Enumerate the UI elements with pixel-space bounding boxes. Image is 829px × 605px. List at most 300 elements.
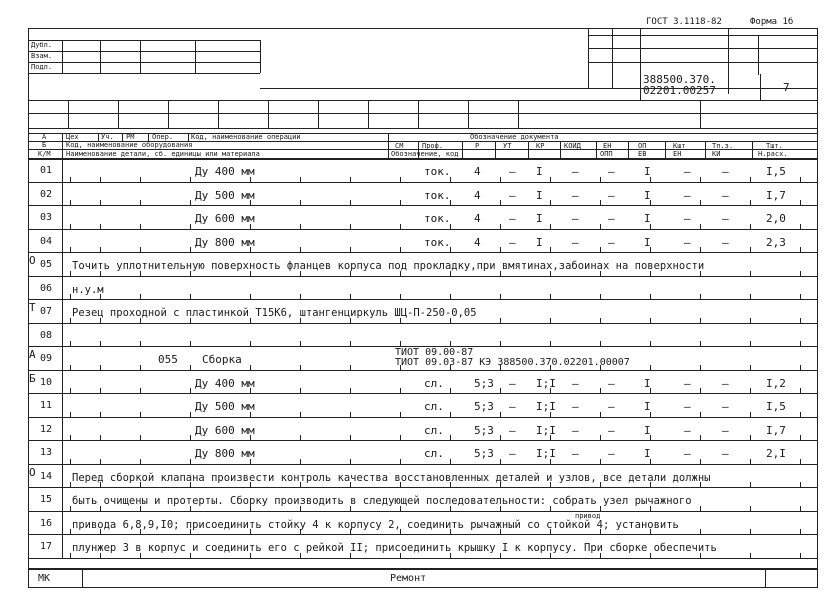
row-num-divider xyxy=(62,393,63,417)
cell-kr: I;I xyxy=(536,400,556,413)
cell-kst: – xyxy=(684,188,691,202)
cell-kst: – xyxy=(684,447,691,460)
cell-tpz: – xyxy=(722,376,729,390)
grid-tick xyxy=(600,435,601,440)
cell-kst: – xyxy=(684,165,691,178)
cell-op: I xyxy=(644,423,651,437)
cell-en: – xyxy=(608,235,615,249)
row-num-divider xyxy=(62,205,63,229)
grid-tick xyxy=(600,318,601,323)
grid-tick xyxy=(800,177,801,182)
prefix-km-label: К/М xyxy=(38,150,51,158)
grid-tick xyxy=(600,294,601,299)
grid-tick xyxy=(750,459,751,464)
grid-tick xyxy=(350,435,351,440)
cell-tsht: I,7 xyxy=(766,423,786,437)
grid-tick xyxy=(70,294,71,299)
row-prefix: Б xyxy=(29,371,36,385)
grid-tick xyxy=(70,506,71,511)
grid-tick xyxy=(750,529,751,534)
row-num-divider xyxy=(62,323,63,347)
grid-tick xyxy=(100,200,101,205)
grid-tick xyxy=(500,435,501,440)
grid-tick xyxy=(500,224,501,229)
cell-ut: – xyxy=(509,235,516,249)
grid-tick xyxy=(190,365,191,370)
grid-tick xyxy=(550,200,551,205)
grid-tick xyxy=(300,247,301,252)
operation-name: Сборка xyxy=(202,353,242,366)
cell-sm: сл. xyxy=(424,423,444,437)
row-number: 08 xyxy=(40,329,53,341)
col-opp: ОПП xyxy=(600,150,613,158)
doc-code-line-2: 02201.00257 xyxy=(643,84,716,97)
cell-en: – xyxy=(608,423,615,437)
cell-koid: – xyxy=(572,447,579,460)
grid-tick xyxy=(500,459,501,464)
grid-tick xyxy=(700,459,701,464)
grid-tick xyxy=(100,365,101,370)
cell-sm: ток. xyxy=(424,235,451,249)
grid-tick xyxy=(190,200,191,205)
cell-sm: ток. xyxy=(424,188,451,202)
grid-tick xyxy=(450,294,451,299)
cell-ut: – xyxy=(509,188,516,202)
grid-tick xyxy=(700,388,701,393)
cell-en: – xyxy=(608,188,615,202)
cell-ut: – xyxy=(509,165,516,178)
row-number: 05 xyxy=(40,259,53,270)
cell-ut: – xyxy=(509,423,516,437)
part-name: Ду 400 мм xyxy=(195,376,255,390)
grid-tick xyxy=(350,294,351,299)
grid-tick xyxy=(700,200,701,205)
grid-tick xyxy=(500,177,501,182)
col-equipment: Код, наименование оборудования xyxy=(66,141,193,149)
grid-tick xyxy=(800,529,801,534)
instruction-text: плунжер 3 в корпус и соединить его с рейкой II; присоединить крышку I к корпусу. При сборке обеспечить xyxy=(72,542,717,554)
grid-tick xyxy=(800,553,801,558)
grid-tick xyxy=(800,506,801,511)
grid-tick xyxy=(400,341,401,346)
grid-tick xyxy=(600,177,601,182)
row-divider xyxy=(28,182,818,183)
operation-number: 055 xyxy=(158,353,178,366)
footer-mk: МК xyxy=(38,573,51,584)
grid-tick xyxy=(140,294,141,299)
grid-tick xyxy=(800,200,801,205)
part-name: Ду 800 мм xyxy=(195,447,255,460)
grid-tick xyxy=(140,365,141,370)
grid-tick xyxy=(400,247,401,252)
grid-tick xyxy=(700,318,701,323)
grid-tick xyxy=(350,247,351,252)
grid-tick xyxy=(800,294,801,299)
grid-tick xyxy=(400,388,401,393)
cell-en: – xyxy=(608,165,615,178)
cell-en: – xyxy=(608,212,615,225)
col-uch: Уч. xyxy=(101,133,114,141)
row-divider xyxy=(28,205,818,206)
grid-tick xyxy=(700,365,701,370)
cell-sm: сл. xyxy=(424,400,444,413)
grid-tick xyxy=(300,459,301,464)
cell-op: I xyxy=(644,212,651,225)
cell-op: I xyxy=(644,165,651,178)
grid-tick xyxy=(250,365,251,370)
document-ref-2: ТИОТ 09.03-87 КЭ 388500.370.02201.00007 xyxy=(395,357,630,368)
grid-tick xyxy=(750,506,751,511)
row-number: 07 xyxy=(40,306,53,317)
row-number: 17 xyxy=(40,541,53,552)
grid-tick xyxy=(450,341,451,346)
grid-tick xyxy=(400,294,401,299)
cell-kr: I xyxy=(536,188,543,202)
part-name: Ду 500 мм xyxy=(195,188,255,202)
row-num-divider xyxy=(62,158,63,182)
grid-tick xyxy=(70,365,71,370)
col-oper-name: Код, наименование операции xyxy=(191,133,301,141)
row-num-divider xyxy=(62,276,63,300)
row-num-divider xyxy=(62,487,63,511)
grid-tick xyxy=(70,388,71,393)
row-num-divider xyxy=(62,229,63,253)
grid-tick xyxy=(300,224,301,229)
grid-tick xyxy=(100,435,101,440)
col-tsht: Тшт. xyxy=(766,142,783,150)
grid-tick xyxy=(300,294,301,299)
col-ceh: Цех xyxy=(66,133,79,141)
grid-tick xyxy=(100,341,101,346)
grid-tick xyxy=(70,529,71,534)
grid-tick xyxy=(600,200,601,205)
vzam-label: Взам. xyxy=(31,52,53,60)
col-nrash: Н.расх. xyxy=(758,150,788,158)
cell-r: 4 xyxy=(474,165,481,178)
row-divider xyxy=(28,511,818,512)
col-ev: ЕВ xyxy=(638,150,647,158)
cell-koid: – xyxy=(572,376,579,390)
grid-tick xyxy=(700,294,701,299)
cell-en: – xyxy=(608,447,615,460)
row-divider xyxy=(28,417,818,418)
grid-tick xyxy=(190,388,191,393)
grid-tick xyxy=(700,224,701,229)
row-divider xyxy=(28,252,818,253)
row-number: 04 xyxy=(40,235,53,247)
cell-tpz: – xyxy=(722,235,729,249)
cell-r: 4 xyxy=(474,235,481,249)
part-name: Ду 500 мм xyxy=(195,400,255,413)
cell-kr: I;I xyxy=(536,376,556,390)
row-number: 06 xyxy=(40,282,53,294)
row-number: 01 xyxy=(40,165,53,176)
grid-tick xyxy=(750,318,751,323)
grid-tick xyxy=(700,529,701,534)
row-num-divider xyxy=(62,464,63,488)
part-name: Ду 800 мм xyxy=(195,235,255,249)
row-divider xyxy=(28,393,818,394)
prefix-b-label: Б xyxy=(42,141,47,149)
grid-tick xyxy=(70,200,71,205)
cell-en: – xyxy=(608,400,615,413)
cell-koid: – xyxy=(572,400,579,413)
grid-tick xyxy=(70,224,71,229)
grid-tick xyxy=(750,177,751,182)
grid-tick xyxy=(190,435,191,440)
col-op: ОП xyxy=(638,142,647,150)
grid-tick xyxy=(190,412,191,417)
row-number: 13 xyxy=(40,447,53,458)
grid-tick xyxy=(400,200,401,205)
cell-koid: – xyxy=(572,235,579,249)
grid-tick xyxy=(100,224,101,229)
grid-tick xyxy=(190,459,191,464)
grid-tick xyxy=(800,318,801,323)
grid-tick xyxy=(70,247,71,252)
grid-tick xyxy=(100,459,101,464)
cell-ut: – xyxy=(509,400,516,413)
cell-tsht: 2,0 xyxy=(766,212,786,225)
cell-kst: – xyxy=(684,235,691,249)
grid-tick xyxy=(500,388,501,393)
part-name: Ду 600 мм xyxy=(195,423,255,437)
cell-kst: – xyxy=(684,376,691,390)
row-divider xyxy=(28,558,818,559)
row-prefix: А xyxy=(29,348,36,361)
row-num-divider xyxy=(62,252,63,276)
grid-tick xyxy=(750,294,751,299)
grid-tick xyxy=(600,412,601,417)
grid-tick xyxy=(400,459,401,464)
grid-tick xyxy=(500,200,501,205)
grid-tick xyxy=(550,318,551,323)
grid-tick xyxy=(70,318,71,323)
row-num-divider xyxy=(62,511,63,535)
cell-op: I xyxy=(644,376,651,390)
cell-kr: I xyxy=(536,165,543,178)
grid-tick xyxy=(600,224,601,229)
grid-tick xyxy=(350,200,351,205)
cell-sm: ток. xyxy=(424,212,451,225)
grid-tick xyxy=(800,435,801,440)
row-prefix: О xyxy=(29,465,36,479)
cell-koid: – xyxy=(572,212,579,225)
row-number: 14 xyxy=(40,470,53,482)
grid-tick xyxy=(70,177,71,182)
cell-en: – xyxy=(608,376,615,390)
col-tpz: Тп.з. xyxy=(712,142,734,150)
cell-tsht: I,7 xyxy=(766,188,786,202)
grid-tick xyxy=(300,435,301,440)
row-divider xyxy=(28,299,818,300)
grid-tick xyxy=(70,435,71,440)
grid-tick xyxy=(400,435,401,440)
grid-tick xyxy=(140,435,141,440)
part-name: Ду 400 мм xyxy=(195,165,255,178)
row-num-divider xyxy=(62,417,63,441)
grid-tick xyxy=(700,506,701,511)
row-number: 03 xyxy=(40,212,53,223)
cell-sm: сл. xyxy=(424,376,444,390)
cell-kr: I xyxy=(536,212,543,225)
part-name: Ду 600 мм xyxy=(195,212,255,225)
col-detail: Наименование детали, сб. единицы или материала xyxy=(66,150,260,158)
cell-tsht: I,5 xyxy=(766,165,786,178)
grid-tick xyxy=(100,412,101,417)
cell-op: I xyxy=(644,235,651,249)
row-num-divider xyxy=(62,370,63,394)
grid-tick xyxy=(140,224,141,229)
col-doc: Обозначение документа xyxy=(470,133,559,141)
cell-r: 5;3 xyxy=(474,400,494,413)
grid-tick xyxy=(70,412,71,417)
cell-r: 5;3 xyxy=(474,423,494,437)
grid-tick xyxy=(550,247,551,252)
row-prefix: О xyxy=(29,254,36,267)
grid-tick xyxy=(600,247,601,252)
grid-tick xyxy=(800,271,801,276)
col-sm: СМ xyxy=(395,142,404,150)
grid-tick xyxy=(750,341,751,346)
instruction-text: привода 6,8,9,I0; присоединить стойку 4 к корпусу 2, соединить рычажный со стойкой 4; установить xyxy=(72,518,679,531)
grid-tick xyxy=(800,388,801,393)
grid-tick xyxy=(450,388,451,393)
grid-tick xyxy=(500,412,501,417)
grid-tick xyxy=(700,435,701,440)
grid-tick xyxy=(190,177,191,182)
grid-tick xyxy=(600,388,601,393)
col-en: ЕН xyxy=(603,142,612,150)
grid-tick xyxy=(550,224,551,229)
cell-ut: – xyxy=(509,376,516,390)
cell-kst: – xyxy=(684,400,691,413)
grid-tick xyxy=(800,459,801,464)
cell-kr: I;I xyxy=(536,423,556,437)
col-ki: КИ xyxy=(712,150,721,158)
row-num-divider xyxy=(62,299,63,323)
grid-tick xyxy=(250,341,251,346)
grid-tick xyxy=(650,294,651,299)
col-koid: КОИД xyxy=(564,142,581,150)
grid-tick xyxy=(800,341,801,346)
grid-tick xyxy=(750,247,751,252)
cell-koid: – xyxy=(572,423,579,437)
cell-tsht: 2,I xyxy=(766,447,786,460)
grid-tick xyxy=(190,294,191,299)
row-prefix: Т xyxy=(29,301,36,314)
row-number: 15 xyxy=(40,494,53,505)
cell-tsht: I,2 xyxy=(766,376,786,390)
cell-ut: – xyxy=(509,212,516,225)
grid-tick xyxy=(100,177,101,182)
grid-tick xyxy=(750,553,751,558)
footer-title: Ремонт xyxy=(390,573,427,584)
cell-tpz: – xyxy=(722,212,729,225)
row-divider xyxy=(28,487,818,488)
cell-kst: – xyxy=(684,423,691,437)
grid-tick xyxy=(400,177,401,182)
grid-tick xyxy=(550,341,551,346)
grid-tick xyxy=(190,341,191,346)
prefix-a-label: А xyxy=(42,133,47,141)
row-num-divider xyxy=(62,534,63,558)
cell-kst: – xyxy=(684,212,691,225)
cell-koid: – xyxy=(572,165,579,178)
row-divider xyxy=(28,323,818,324)
grid-tick xyxy=(400,224,401,229)
row-num-divider xyxy=(62,440,63,464)
cell-op: I xyxy=(644,400,651,413)
grid-tick xyxy=(140,388,141,393)
grid-tick xyxy=(600,341,601,346)
grid-tick xyxy=(650,365,651,370)
row-number: 02 xyxy=(40,188,53,200)
col-oper: Опер. xyxy=(152,133,174,141)
grid-tick xyxy=(750,365,751,370)
grid-tick xyxy=(70,459,71,464)
grid-tick xyxy=(70,271,71,276)
cell-tsht: I,5 xyxy=(766,400,786,413)
col-kr: КР xyxy=(536,142,545,150)
grid-tick xyxy=(450,435,451,440)
grid-tick xyxy=(750,482,751,487)
grid-tick xyxy=(300,200,301,205)
grid-tick xyxy=(100,247,101,252)
grid-tick xyxy=(750,200,751,205)
grid-tick xyxy=(550,294,551,299)
form-label: Форма 1б xyxy=(750,17,794,27)
row-divider xyxy=(28,370,818,371)
grid-tick xyxy=(350,177,351,182)
grid-tick xyxy=(350,412,351,417)
sheet-number: 7 xyxy=(783,81,790,94)
grid-tick xyxy=(500,294,501,299)
grid-tick xyxy=(450,412,451,417)
cell-r: 4 xyxy=(474,188,481,202)
grid-tick xyxy=(500,247,501,252)
grid-tick xyxy=(140,459,141,464)
cell-ut: – xyxy=(509,447,516,460)
row-num-divider xyxy=(62,182,63,206)
grid-tick xyxy=(190,224,191,229)
row-divider xyxy=(28,534,818,535)
col-r: Р xyxy=(475,142,480,150)
grid-tick xyxy=(700,247,701,252)
cell-r: 5;3 xyxy=(474,376,494,390)
grid-tick xyxy=(800,247,801,252)
grid-tick xyxy=(300,412,301,417)
row-number: 16 xyxy=(40,517,53,529)
grid-tick xyxy=(100,388,101,393)
grid-tick xyxy=(750,435,751,440)
grid-tick xyxy=(190,247,191,252)
row-number: 09 xyxy=(40,353,53,364)
grid-tick xyxy=(250,294,251,299)
cell-tpz: – xyxy=(722,165,729,178)
instruction-text: Перед сборкой клапана произвести контроль качества восстановленных деталей и узлов, все детали должны xyxy=(72,471,711,484)
cell-r: 4 xyxy=(474,212,481,225)
cell-tpz: – xyxy=(722,447,729,460)
grid-tick xyxy=(350,388,351,393)
cell-kr: I;I xyxy=(536,447,556,460)
row-divider xyxy=(28,276,818,277)
correction-note: привод xyxy=(575,511,601,520)
dubl-label: Дубл. xyxy=(31,41,53,49)
cell-op: I xyxy=(644,188,651,202)
grid-tick xyxy=(140,200,141,205)
grid-tick xyxy=(400,412,401,417)
